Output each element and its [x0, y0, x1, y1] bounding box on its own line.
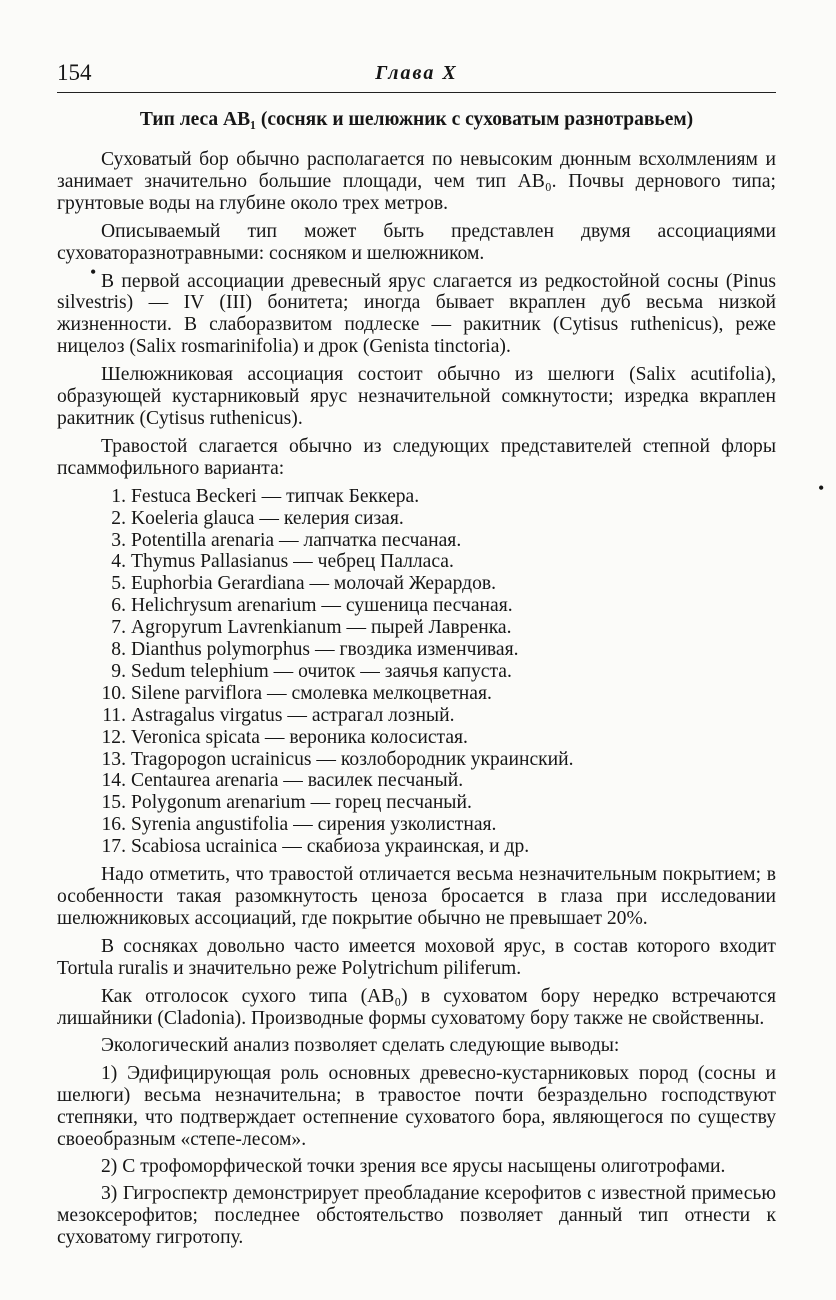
- item-text: Silene parviflora — смолевка мелкоцветная.: [131, 682, 492, 704]
- page-header: [57, 60, 776, 90]
- paragraph: Описываемый тип может быть представлен двумя ассоциациями суховаторазнотравными: сосняком и шелюжником.: [57, 220, 776, 264]
- item-text: Potentilla arenaria — лапчатка песчаная.: [131, 529, 462, 551]
- paragraph: Шелюжниковая ассоциация состоит обычно из шелюги (Salix acutifolia), образующей кустарниковый ярус незначительной сомкнутости; изредка вкраплен ракитник (Cytisus ruthenicus).: [57, 364, 776, 429]
- paragraph: Суховатый бор обычно располагается по невысоким дюнным всхолмлениям и занимает значительно большие площади, чем тип АВ₀. Почвы дернового типа; грунтовые воды на глубине около трех метров.: [57, 149, 776, 214]
- header-rule: [57, 92, 776, 93]
- item-number: 8.: [111, 639, 126, 661]
- item-text: Scabiosa ucrainica — скабиоза украинская, и др.: [131, 836, 530, 858]
- conclusion-item: 3) Гигроспектр демонстрирует преобладание ксерофитов с известной примесью мезоксерофитов; последнее обстоятельство позволяет данный тип отнести к суховатому гигротопу.: [57, 1182, 776, 1248]
- list-item: [57, 530, 776, 552]
- item-number: 7.: [111, 617, 126, 639]
- species-list: [57, 486, 776, 858]
- item-number: 14.: [101, 770, 126, 792]
- item-number: 2.: [111, 507, 126, 529]
- item-text: Syrenia angustifolia — сирения узколистная.: [131, 814, 497, 836]
- item-number: 12.: [101, 726, 126, 748]
- item-text: Agropyrum Lavrenkianum — пырей Лавренка.: [131, 617, 512, 639]
- item-text: Sedum telephium — очиток — заячья капуста.: [131, 660, 512, 682]
- stray-mark: •: [90, 262, 97, 282]
- list-item: [57, 595, 776, 617]
- conclusion-item: 1) Эдифицирующая роль основных древесно-кустарниковых пород (сосны и шелюги) весьма незначительна; в травостое почти безраздельно господствуют степняки, что подтверждает остепнение суховатого бора, являющегося по существу своеобразным «степе-лесом».: [57, 1063, 776, 1151]
- item-text: Centaurea arenaria — василек песчаный.: [131, 770, 464, 792]
- list-item: [57, 814, 776, 836]
- item-text: Astragalus virgatus — астрагал лозный.: [131, 704, 455, 726]
- list-item: [57, 661, 776, 683]
- item-text: Dianthus polymorphus — гвоздика изменчивая.: [131, 639, 519, 661]
- item-text: Veronica spicata — вероника колосистая.: [131, 726, 468, 748]
- list-item: [57, 727, 776, 749]
- item-number: 13.: [101, 748, 126, 770]
- conclusions-list: [57, 1063, 776, 1248]
- list-item: [57, 705, 776, 727]
- item-text: Festuca Beckeri — типчак Беккера.: [131, 485, 420, 507]
- paragraph: Экологический анализ позволяет сделать следующие выводы:: [101, 1035, 620, 1057]
- paragraph: В сосняках довольно часто имеется моховой ярус, в состав которого входит Tortula ruralis и значительно реже Polytrichum piliferum.: [57, 935, 776, 979]
- list-item: [57, 792, 776, 814]
- list-item: [57, 639, 776, 661]
- item-text: Koeleria glauca — келерия сизая.: [131, 507, 404, 529]
- paragraph: В первой ассоциации древесный ярус слагается из редкостойной сосны (Pinus silvestris) — IV (III) бонитета; иногда бывает вкраплен дуб весьма низкой жизненности. В слаборазвитом подлеске — ракитник (Cytisus ruthenicus), реже ницелоз (Salix rosmarinifolia) и дрок (Genista tinctoria).: [57, 270, 776, 358]
- item-text: Tragopogon ucrainicus — козлобородник украинский.: [131, 748, 574, 770]
- list-item: [57, 486, 776, 508]
- paragraph: Надо отметить, что травостой отличается весьма незначительным покрытием; в особенности такая разомкнутость ценоза бросается в глаза при исследовании шелюжниковых ассоциаций, где покрытие обычно не превышает 20%.: [57, 864, 776, 929]
- list-item: [57, 836, 776, 858]
- conclusion-item: 2) С трофоморфической точки зрения все ярусы насыщены олиготрофами.: [101, 1155, 726, 1177]
- page-body: [57, 108, 776, 1254]
- page-number: 154: [57, 60, 92, 85]
- list-item: [57, 551, 776, 573]
- paragraph: Как отголосок сухого типа (АВ₀) в суховатом бору нередко встречаются лишайники (Cladonia). Производные формы суховатому бору также не свойственны.: [57, 985, 776, 1029]
- stray-mark: •: [818, 478, 825, 498]
- section-title: Тип леса АВ₁ (сосняк и шелюжник с суховатым разнотравьем): [139, 109, 694, 130]
- item-number: 1.: [111, 485, 126, 507]
- running-head: Глава X: [375, 62, 458, 84]
- paragraph: Травостой слагается обычно из следующих представителей степной флоры псаммофильного варианта:: [57, 435, 776, 479]
- list-item: [57, 617, 776, 639]
- item-number: 11.: [102, 704, 126, 726]
- item-text: Euphorbia Gerardiana — молочай Жерардов.: [131, 573, 497, 595]
- item-number: 6.: [111, 595, 126, 617]
- item-text: Polygonum arenarium — горец песчаный.: [131, 792, 472, 814]
- list-item: [57, 770, 776, 792]
- list-item: [57, 508, 776, 530]
- item-number: 4.: [111, 551, 126, 573]
- list-item: [57, 683, 776, 705]
- item-number: 10.: [101, 682, 126, 704]
- item-number: 15.: [101, 792, 126, 814]
- list-item: [57, 573, 776, 595]
- item-text: Helichrysum arenarium — сушеница песчаная.: [131, 595, 513, 617]
- item-number: 3.: [111, 529, 126, 551]
- item-number: 9.: [111, 660, 126, 682]
- item-number: 16.: [101, 814, 126, 836]
- item-number: 17.: [101, 836, 126, 858]
- item-number: 5.: [111, 573, 126, 595]
- list-item: [57, 749, 776, 771]
- item-text: Thymus Pallasianus — чебрец Палласа.: [131, 551, 454, 573]
